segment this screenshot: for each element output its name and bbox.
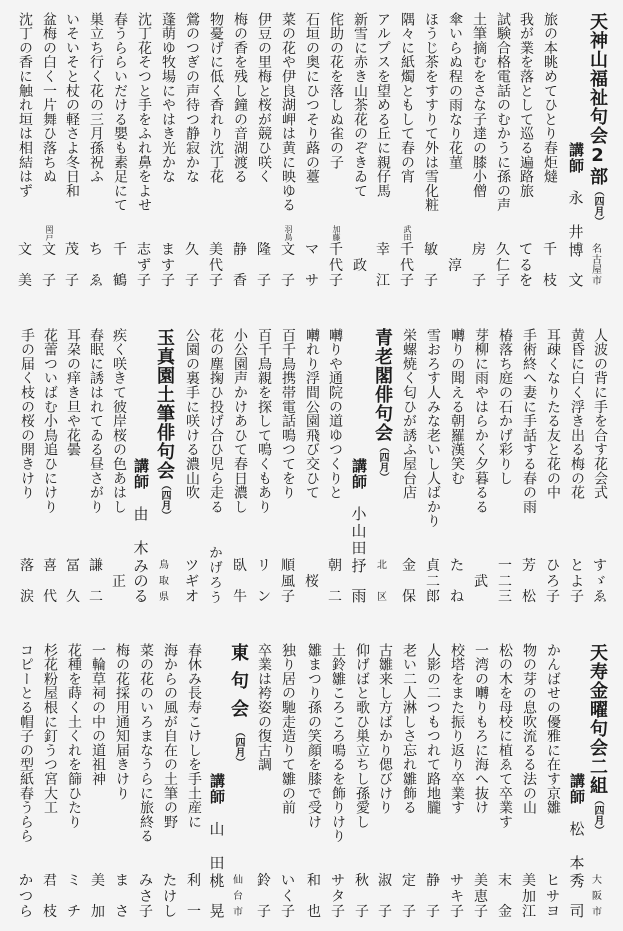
haiku-text: 試験合格電話のむかうに孫の声: [495, 12, 511, 213]
haiku-entry: [207, 328, 225, 610]
haiku-author: 喜 代: [43, 558, 57, 605]
haiku-entry: [470, 12, 488, 294]
haiku-author: 謙 二: [89, 558, 103, 605]
haiku-text: 独り居の馳走造りて雛の前: [280, 643, 296, 815]
haiku-entry: [544, 643, 562, 925]
lecturer-given-name: 博 文: [568, 241, 584, 289]
haiku-text: 蓬萌ゆ牧場にやはき光かな: [160, 12, 176, 184]
haiku-author: 千 鶴: [113, 242, 127, 289]
club-heading: [371, 328, 393, 482]
haiku-text: 囀りや通院の道ゆつくりと: [327, 328, 343, 500]
haiku-text: 沈丁の香に触れ垣は相結はず: [17, 12, 33, 198]
haiku-entry: [17, 643, 35, 925]
haiku-author: 千 代 子: [400, 242, 414, 289]
club-city: 大 阪 市: [592, 875, 602, 918]
haiku-author: ま さ: [115, 873, 129, 920]
haiku-text: 雛まつり孫の笑顔を膝で受け: [306, 643, 322, 829]
haiku-entry: [496, 643, 514, 925]
club-city: 北 区: [377, 560, 387, 603]
haiku-author: 落 涙: [20, 558, 34, 605]
haiku-author: 君 枝: [43, 873, 57, 920]
lecturer-label: 講師: [567, 142, 585, 174]
lecturer-given-name: 桃 晃: [209, 872, 225, 920]
haiku-author: サ タ 子: [331, 873, 345, 920]
lecturer-surname: 由 木: [133, 505, 149, 557]
haiku-entry: [255, 328, 273, 610]
haiku-author: 淳: [448, 257, 462, 274]
haiku-author: 久 子: [185, 242, 199, 289]
haiku-entry: [161, 643, 179, 925]
haiku-text: 花蕾ついばむ小鳥追ひにけり: [42, 328, 58, 514]
haiku-entry: [374, 12, 392, 294]
haiku-text: コピーとる帽子の型紙春うらら: [18, 643, 34, 844]
haiku-text: 杉花粉屋根に釘うつ宮大工: [42, 643, 58, 815]
haiku-author: 幸 江: [376, 242, 390, 289]
haiku-text: 仰げばと歌ひ巣立ちし孫愛し: [354, 643, 370, 829]
haiku-text: 旅の本眺めてひとり春炬燵: [542, 12, 558, 184]
author-surname-prefix: 羽鳥: [284, 225, 293, 241]
haiku-entry: [520, 643, 538, 925]
haiku-author: 順 風 子: [281, 558, 295, 605]
club-month: （四月）: [159, 480, 170, 520]
haiku-text: 古雛来し方ばかり偲びけり: [377, 643, 393, 815]
haiku-entry: [351, 12, 369, 294]
haiku-entry: [183, 12, 201, 294]
haiku-author: マ サ: [305, 242, 319, 289]
haiku-author: 朝 二: [328, 558, 342, 605]
haiku-text: 梅の花採用通知届きけり: [114, 643, 130, 801]
haiku-author: た け し: [163, 873, 177, 920]
haiku-entry: [494, 12, 512, 294]
haiku-text: 物憂げに低く香れり沈丁花: [208, 12, 224, 184]
haiku-text: 囀れり浮間公園飛び交ひて: [304, 328, 320, 500]
haiku-entry: [424, 643, 442, 925]
haiku-author: ま す 子: [161, 242, 175, 289]
haiku-author: す ゞ ゑ: [593, 558, 607, 605]
haiku-text: ほうじ茶をすすりて外は雪化粧: [423, 12, 439, 213]
club-heading: [227, 643, 249, 767]
haiku-text: 伊豆の里梅と桜が競ひ咲く: [256, 12, 272, 184]
haiku-author: 房 子: [472, 242, 486, 289]
haiku-entry: [400, 328, 418, 610]
haiku-entry: [279, 328, 297, 610]
club-city: 鳥 取 県: [159, 560, 169, 603]
haiku-text: 耳朶の痒き旦や花曇: [65, 328, 81, 457]
haiku-entry: [303, 12, 321, 294]
haiku-author: 冨 久: [66, 558, 80, 605]
haiku-author: 志 ず 子: [137, 242, 151, 289]
haiku-entry: [231, 12, 249, 294]
haiku-author: 文 美: [18, 242, 32, 289]
author-surname-prefix: 岡戸: [45, 225, 54, 241]
haiku-entry: [446, 12, 464, 294]
lecturer: [132, 328, 150, 610]
haiku-author: 千 枝: [543, 242, 557, 289]
haiku-entry: [113, 643, 131, 925]
haiku-author: ツ ギ オ: [185, 558, 199, 605]
haiku-text: 耳疎くなりたる友と花の中: [545, 328, 561, 500]
club-header: [586, 12, 608, 294]
haiku-author: 鈴 子: [257, 873, 271, 920]
haiku-entry: [207, 12, 225, 294]
haiku-author: か げ ろ う: [209, 546, 223, 606]
haiku-entry: [16, 12, 34, 294]
lecturer: [568, 643, 586, 925]
haiku-text: 百千鳥携帯電話鳴つてをり: [280, 328, 296, 500]
haiku-author: た ね: [450, 558, 464, 605]
haiku-author: 政: [353, 257, 367, 274]
club-month: （四月）: [592, 795, 603, 835]
haiku-entry: [448, 643, 466, 925]
haiku-entry: [422, 12, 440, 294]
haiku-text: 松の木を母校に植ゑて卒業す: [497, 643, 513, 829]
club-city: 名 古 屋 市: [592, 244, 602, 287]
haiku-text: 菜の花や伊良湖岬は黄に映ゆる: [280, 12, 296, 213]
haiku-author: 茂 子: [65, 242, 79, 289]
club-city: 仙 台 市: [233, 875, 243, 918]
club-title: 青老閣俳句会: [372, 328, 393, 442]
haiku-entry: [568, 328, 586, 610]
haiku-entry: [65, 643, 83, 925]
haiku-entry: [255, 643, 273, 925]
haiku-author: 金 保: [402, 558, 416, 605]
haiku-author: 臥 牛: [233, 558, 247, 605]
haiku-entry: [353, 643, 371, 925]
haiku-text: 侘助の花を落しぬ雀の子: [328, 12, 344, 170]
haiku-entry: [517, 12, 535, 294]
haiku-entry: [327, 12, 345, 294]
haiku-entry: [541, 12, 559, 294]
haiku-text: 栄螺焼く匂ひが誘ふ屋台店: [401, 328, 417, 500]
haiku-text: 鶯のつぎの声待つ静寂かな: [184, 12, 200, 184]
haiku-text: 土鈴雛ころころ鳴るを飾りけり: [330, 643, 346, 844]
haiku-entry: [424, 328, 442, 610]
haiku-text: 新雪に赤き山茶花のぞきゐて: [352, 12, 368, 198]
haiku-text: 公園の裏手に咲ける濃山吹: [184, 328, 200, 500]
haiku-author: 和 也: [307, 873, 321, 920]
club-header: [371, 328, 393, 610]
haiku-entry: [472, 643, 490, 925]
haiku-entry: [41, 328, 59, 610]
lecturer-surname: 山 田: [209, 820, 225, 872]
haiku-text: 椿落ち庭の石かげ彩りし: [497, 328, 513, 486]
haiku-text: 菜の花のいろまなうらに旅終る: [138, 643, 154, 844]
haiku-text: 囀りの聞える朝羅漢笑む: [449, 328, 465, 486]
club-month: （四月）: [233, 727, 244, 767]
haiku-entry: [326, 328, 344, 610]
haiku-entry: [64, 328, 82, 610]
haiku-author: ミ チ: [67, 873, 81, 920]
club-header: [153, 328, 175, 610]
haiku-author: 美 代 子: [209, 242, 223, 289]
haiku-text: 花の塵掬ひ投げ合ひ児ら走る: [208, 328, 224, 514]
lecturer-surname: 永 井: [568, 189, 584, 241]
haiku-author: ひ ろ 子: [546, 558, 560, 605]
haiku-author: 貞 二 郎: [426, 558, 440, 605]
club-header: [227, 643, 249, 925]
haiku-author: 久 仁 子: [496, 242, 510, 289]
author-surname-prefix: 武田: [403, 225, 412, 241]
haiku-text: 疾く咲きて彼岸桜の色あはし: [111, 328, 127, 514]
haiku-entry: [183, 328, 201, 610]
haiku-text: かんばせの優雅に在す京雛: [545, 643, 561, 815]
haiku-author: 隆 子: [257, 242, 271, 289]
haiku-text: 一湾の囀りもろに海へ抜け: [473, 643, 489, 815]
haiku-entry: [159, 12, 177, 294]
haiku-entry: [398, 12, 416, 294]
haiku-text: 梅の香を残し鐘の音湖渡る: [232, 12, 248, 184]
haiku-entry: [329, 643, 347, 925]
haiku-text: 手術終へ妻に手話する春の雨: [521, 328, 537, 514]
haiku-author: 一 二 三: [498, 558, 512, 605]
haiku-entry: [448, 328, 466, 610]
lecturer-label: 講師: [132, 458, 150, 490]
haiku-author: 美 加 江: [522, 873, 536, 920]
club-month: （四月）: [377, 442, 388, 482]
lecturer-surname: 小 山 田: [351, 505, 367, 557]
haiku-author: ち ゑ: [89, 242, 103, 289]
club-title: 天寿金曜句会二組: [587, 643, 608, 795]
haiku-entry: [279, 12, 297, 294]
haiku-author: 静 子: [426, 873, 440, 920]
haiku-entry: [110, 328, 128, 610]
author-surname-prefix: 加藤: [332, 225, 341, 241]
haiku-entry: [279, 643, 297, 925]
haiku-author: 文 子: [281, 242, 295, 289]
club-title: 東句会: [228, 643, 249, 727]
haiku-text: 卒業は袴姿の復古調: [256, 643, 272, 772]
haiku-text: 石垣の奥にひつそり蕗の薹: [304, 12, 320, 184]
lecturer-given-name: 秀 司: [569, 872, 585, 920]
haiku-author: サ キ 子: [450, 873, 464, 920]
haiku-author: 千 代 子: [329, 242, 343, 289]
haiku-author: て る を: [519, 242, 533, 289]
haiku-author: 淑 子: [378, 873, 392, 920]
haiku-entry: [41, 643, 59, 925]
lecturer-given-name: み の る: [133, 557, 149, 605]
haiku-text: 小公園声かけあひて春日濃し: [232, 328, 248, 514]
club-header: [586, 643, 608, 925]
haiku-author: 定 子: [402, 873, 416, 920]
haiku-text: 春眠に誘はれてゐる昼さがり: [88, 328, 104, 514]
haiku-author: み さ 子: [139, 873, 153, 920]
haiku-entry: [305, 643, 323, 925]
haiku-text: 我が業を落として巡る遍路旅: [518, 12, 534, 198]
haiku-entry: [63, 12, 81, 294]
haiku-text: 巣立ち行く花の三月孫祝ふ: [88, 12, 104, 184]
lecturer: [350, 328, 368, 610]
haiku-author: リ ン: [257, 558, 271, 605]
haiku-entry: [89, 643, 107, 925]
haiku-entry: [544, 328, 562, 610]
lecturer-label: 講師: [568, 773, 586, 805]
haiku-author: 敏 子: [424, 242, 438, 289]
haiku-text: 花種を蒔く土くれを篩ひたり: [66, 643, 82, 829]
haiku-author: と よ 子: [570, 558, 584, 605]
haiku-entry: [496, 328, 514, 610]
haiku-entry: [376, 643, 394, 925]
haiku-entry: [591, 328, 609, 610]
haiku-entry: [135, 12, 153, 294]
haiku-text: 百千鳥親を探して鳴くもあり: [256, 328, 272, 514]
haiku-text: 盆梅の白く一片舞ひ落ちぬ: [41, 12, 57, 184]
haiku-author: 静 香: [233, 242, 247, 289]
haiku-author: い く 子: [281, 873, 295, 920]
lecturer-label: 講師: [208, 773, 226, 805]
haiku-text: 老い二人淋しさ忘れ雛飾る: [401, 643, 417, 815]
haiku-text: 黄昏に白く浮き出る梅の花: [569, 328, 585, 500]
haiku-text: いそいそと杖の軽さよ冬日和: [64, 12, 80, 198]
haiku-text: 雪おろす人みな老いし人ばかり: [425, 328, 441, 529]
haiku-entry: [400, 643, 418, 925]
haiku-entry: [520, 328, 538, 610]
haiku-entry: [255, 12, 273, 294]
club-title: 天神山福祉句会2部: [587, 12, 608, 186]
club-heading: [153, 328, 175, 520]
haiku-text: 土筆摘むをさな子達の膝小僧: [471, 12, 487, 198]
haiku-text: 一輪草祠の中の道祖神: [90, 643, 106, 786]
club-heading: [586, 12, 608, 226]
haiku-text: アルプスを望める丘に親仔馬: [375, 12, 391, 198]
haiku-entry: [137, 643, 155, 925]
haiku-text: 人波の背に手を合す花会式: [592, 328, 608, 500]
lecturer-label: 講師: [350, 458, 368, 490]
haiku-text: 隅々に紙燭ともして春の宵: [399, 12, 415, 184]
haiku-entry: [18, 328, 36, 610]
haiku-author: 美 加: [91, 873, 105, 920]
club-month: （四月）: [592, 186, 603, 226]
lecturer-given-name: 抒 雨: [351, 557, 367, 605]
haiku-text: 春休み長寿こけしを手土産に: [186, 643, 202, 829]
haiku-author: 武: [474, 573, 488, 590]
haiku-author: 桜: [305, 573, 319, 590]
haiku-author: 正: [112, 573, 126, 590]
haiku-text: 傘いらぬ程の雨なり花菫: [447, 12, 463, 170]
haiku-entry: [87, 12, 105, 294]
haiku-author: 芳 松: [522, 558, 536, 605]
haiku-entry: [40, 12, 58, 294]
haiku-text: 校塔をまた振り返り卒業す: [449, 643, 465, 815]
haiku-author: 文 子: [42, 242, 56, 289]
haiku-entry: [303, 328, 321, 610]
haiku-entry: [231, 328, 249, 610]
haiku-text: 物の芽の息吹流るる法の山: [521, 643, 537, 815]
haiku-entry: [472, 328, 490, 610]
club-heading: [586, 643, 608, 835]
haiku-text: 芽柳に雨やはらかく夕暮るる: [473, 328, 489, 514]
haiku-entry: [185, 643, 203, 925]
haiku-text: 海からの風が自在の土筆の野: [162, 643, 178, 829]
haiku-text: 人影の二つもつれて路地朧: [425, 643, 441, 815]
haiku-text: 春うららいだける嬰も素足にて: [112, 12, 128, 213]
haiku-text: 手の届く枝の桜の開きけり: [19, 328, 35, 500]
haiku-entry: [111, 12, 129, 294]
haiku-author: 利 一: [187, 873, 201, 920]
haiku-author: ヒ サ ヨ: [546, 873, 560, 920]
club-title: 玉真園土筆俳句会: [154, 328, 175, 480]
haiku-author: 秋 子: [355, 873, 369, 920]
haiku-entry: [87, 328, 105, 610]
lecturer-surname: 松 本: [569, 820, 585, 872]
haiku-author: 美 恵 子: [474, 873, 488, 920]
haiku-text: 沈丁花そつと手をふれ鼻をよせ: [136, 12, 152, 213]
haiku-author: 末 金: [498, 873, 512, 920]
lecturer: [208, 643, 226, 925]
haiku-author: か つ ら: [19, 873, 33, 920]
lecturer: [567, 12, 585, 294]
